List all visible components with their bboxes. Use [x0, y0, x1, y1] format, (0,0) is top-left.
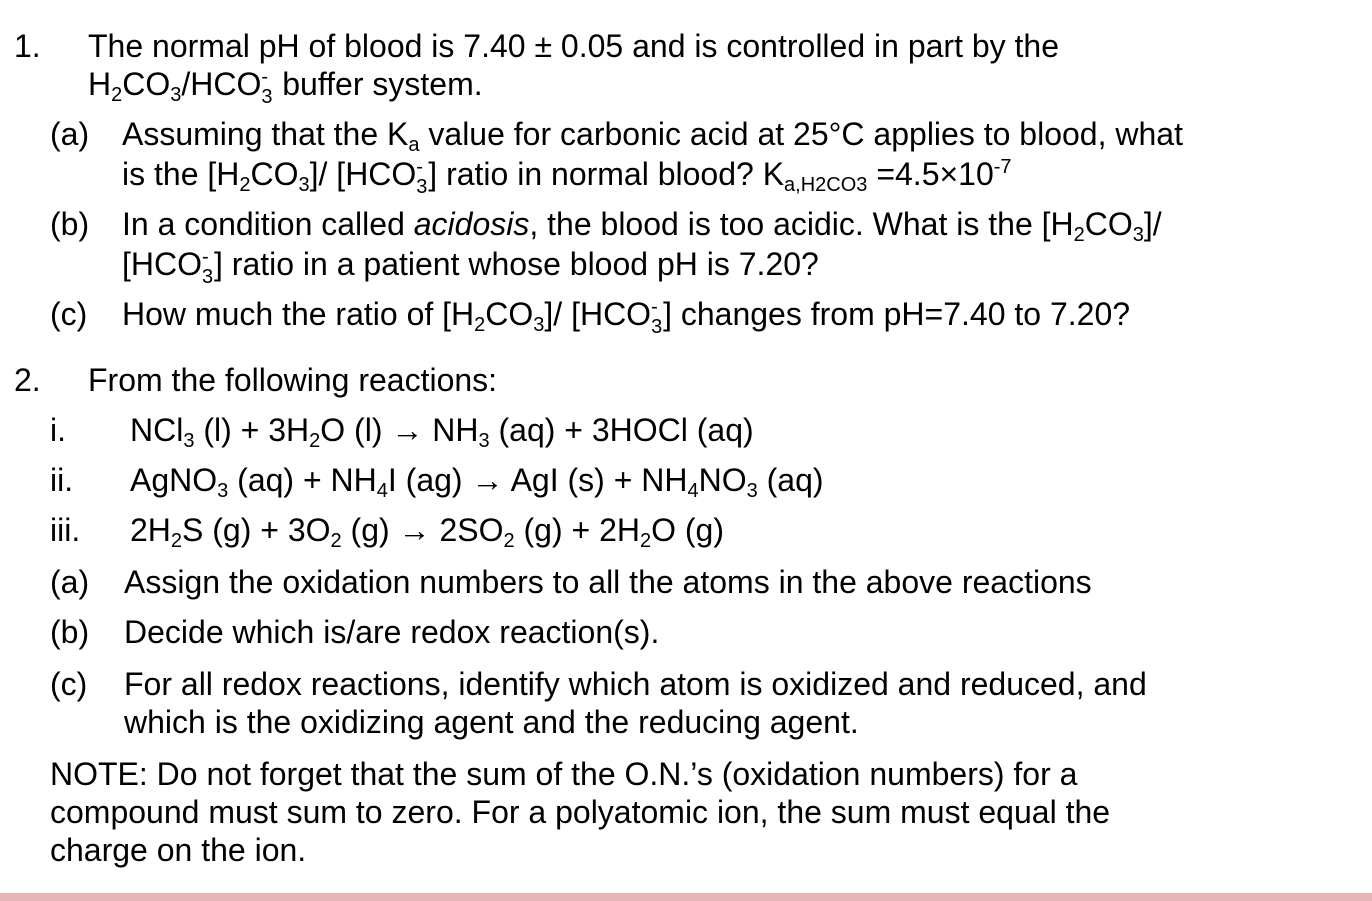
q1-intro-line1: The normal pH of blood is 7.40 ± 0.05 and is controlled in part by the	[88, 28, 1060, 64]
reaction-2: AgNO$_3$ $(aq) + NH_4I$ (ag) → AgI $(s) + NH_4NO_3$ (aq)	[130, 462, 824, 502]
reaction-1: NCl$_3$ $(l) + 3H_2O$ $(l) \to NH_3$ (aq) + 3HOCl (aq)	[130, 412, 754, 452]
q2-number: 2.	[14, 362, 41, 398]
q1c-label: (c)	[50, 296, 88, 332]
q2c-label: (c)	[50, 666, 88, 702]
reaction-2-label: ii.	[50, 462, 74, 498]
q1b-label: (b)	[50, 206, 90, 242]
reaction-3: $2H_2S$ $(g) + 3O_2$ $(g) \to 2SO_2$ $(g) + 2H_2O$ (g)	[130, 512, 724, 552]
q2c-line2: which is the oxidizing agent and the reducing agent.	[124, 704, 859, 740]
q1a-label: (a)	[50, 116, 90, 152]
bottom-accent-bar	[0, 893, 1372, 901]
q2-intro: From the following reactions:	[88, 362, 498, 398]
q1-intro-line2: $H_2CO_3$/HCO - 3 buffer system.	[88, 66, 483, 108]
q2a-text: Assign the oxidation numbers to all the atoms in the above reactions	[124, 564, 1092, 600]
note-line1: NOTE: Do not forget that the sum of the O.N.’s (oxidation numbers) for a	[50, 756, 1078, 792]
reaction-3-label: iii.	[50, 512, 81, 548]
q1b-line2: [HCO - 3 ] ratio in a patient whose blood pH is 7.20?	[122, 246, 819, 288]
q1b-line1: In a condition called acidosis, the blood is too acidic. What is the $[H_2CO_3]/$	[122, 206, 1162, 246]
q1a-line2: is the $[H_2CO_3]/$ [HCO - 3 ] ratio in normal blood? $K_{a,H2CO3} =4.5\times 10^{-7}$	[122, 156, 1012, 198]
q2b-text: Decide which is/are redox reaction(s).	[124, 614, 660, 650]
note-line3: charge on the ion.	[50, 832, 307, 868]
q1a-line1: Assuming that the $K_a$ value for carbonic acid at 25°C applies to blood, what	[122, 116, 1183, 156]
q2c-line1: For all redox reactions, identify which atom is oxidized and reduced, and	[124, 666, 1147, 702]
reaction-1-label: i.	[50, 412, 66, 448]
q1-number: 1.	[14, 28, 41, 64]
q2a-label: (a)	[50, 564, 90, 600]
note-line2: compound must sum to zero. For a polyatomic ion, the sum must equal the	[50, 794, 1111, 830]
q2b-label: (b)	[50, 614, 90, 650]
q1c-line: How much the ratio of $[H_2CO_3]/$ [HCO - 3 ] changes from pH=7.40 to 7.20?	[122, 296, 1131, 338]
